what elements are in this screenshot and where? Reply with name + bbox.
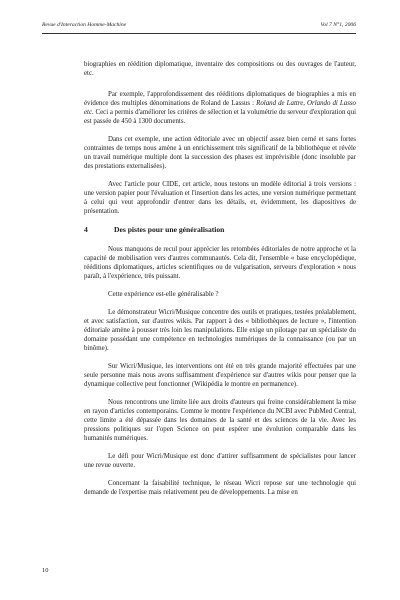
paragraph bbox=[84, 479, 356, 497]
paragraphs-after-section bbox=[84, 245, 356, 498]
section-heading bbox=[84, 225, 356, 234]
paragraph bbox=[84, 245, 356, 281]
volume-info: Vol 7 N°1, 2006 bbox=[320, 22, 356, 28]
section-number: 4 bbox=[84, 225, 88, 235]
text-run: Ceci a permis d'améliorer les critères de sélection et la volumétrie du serveur d'exploration qui est passée de 450 à 1300 documents. bbox=[84, 108, 356, 125]
paragraph bbox=[84, 308, 356, 353]
text-run: Cette expérience est-elle généralisable ? bbox=[108, 290, 219, 298]
paragraph bbox=[84, 398, 356, 443]
text-run: biographies en réédition diplomatique, inventaire des compositions ou des ouvrages de l'auteur, etc. bbox=[84, 61, 356, 78]
text-run: Le défi pour Wicri/Musique est donc d'attirer suffisamment de spécialistes pour lancer une revue ouverte. bbox=[84, 453, 356, 470]
paragraph bbox=[84, 135, 356, 171]
paragraph bbox=[84, 362, 356, 389]
paragraph bbox=[84, 180, 356, 216]
italic-text: Roland de Lattre, Orlando di Lasso etc. bbox=[84, 99, 357, 116]
text-run: Le démonstrateur Wicri/Musique concentre des outils et pratiques, testées préalablement, et avec satisfaction, sur d'autres wikis. Par rapport à des « bibliothèques de lecture », l'intention éditoriale amène à pousser très loin les manipulations. Elle exige un pilotage par un spécialiste du domaine possédant une compétence en technologies numériques de la connaissance (ou par un binôme). bbox=[84, 308, 356, 353]
text-run: Par exemple, l'approfondissement des rééditions diplomatiques de biographies a mis en évidence des multiples dénominations de Roland de Lassus : bbox=[84, 90, 356, 107]
section-title: Des pistes pour une généralisation bbox=[114, 225, 225, 235]
header-divider bbox=[42, 33, 356, 34]
paragraph bbox=[84, 90, 356, 126]
paragraphs-before-section bbox=[84, 60, 356, 216]
text-run: Avec l'article pour CIDE, cet article, nous testons un modèle éditorial à trois versions : une version papier pour l'évaluation et l'insertion dans les actes, une version numérique permettant à celui qui veut approfondir d'entrer dans les détails, et, évidemment, les diapositives de présentation. bbox=[84, 181, 356, 216]
text-run: Nous rencontrons une limite liée aux droits d'auteurs qui freine considérablement la mise en rayon d'articles contemporains. Comme le montre l'expérience du NCBI avec PubMed Central, cette limite a été dépassée dans les domaines de la santé et des sciences de la vie. Avec les pressions politiques sur l'open Science on peut espérer une évolution comparable dans les humanités numériques. bbox=[84, 399, 356, 443]
journal-title: Revue d'Interaction Homme-Machine bbox=[42, 22, 127, 28]
text-run: Nous manquons de recul pour apprécier les retombées éditoriales de notre approche et la capacité de mobilisation vers d'autres communautés. Cela dit, l'ensemble « base encyclopédique, rééditions diplomatiques, articles scientifiques ou de vulgarisation, serveurs d'exploration » nous paraît, à l'expérience, très puissant. bbox=[84, 245, 356, 280]
paragraph bbox=[84, 452, 356, 470]
paragraph bbox=[84, 60, 356, 78]
text-run: Sur Wicri/Musique, les interventions ont été en très grande majorité effectuées par une seule personne mais nous avons suffisamment d'expérience sur d'autres wikis pour penser que la dynamique collective peut fonctionner (Wikipédia le montre en permanence). bbox=[84, 363, 356, 389]
article-body bbox=[84, 60, 356, 506]
text-run: Concernant la faisabilité technique, le réseau Wicri repose sur une technologie qui demande de l'expertise mais relativement peu de développements. La mise en bbox=[84, 480, 356, 497]
page-number: 10 bbox=[42, 567, 49, 574]
paragraph bbox=[84, 290, 356, 299]
text-run: Dans cet exemple, une action éditoriale avec un objectif assez bien cerné et sans fortes contraintes de temps nous amène à un enrichissement très significatif de la bibliothèque et révèle un travail numérique multiple dont la succession des phases est imprévisible (donc insoluble par des prestations externalisées). bbox=[84, 135, 356, 171]
